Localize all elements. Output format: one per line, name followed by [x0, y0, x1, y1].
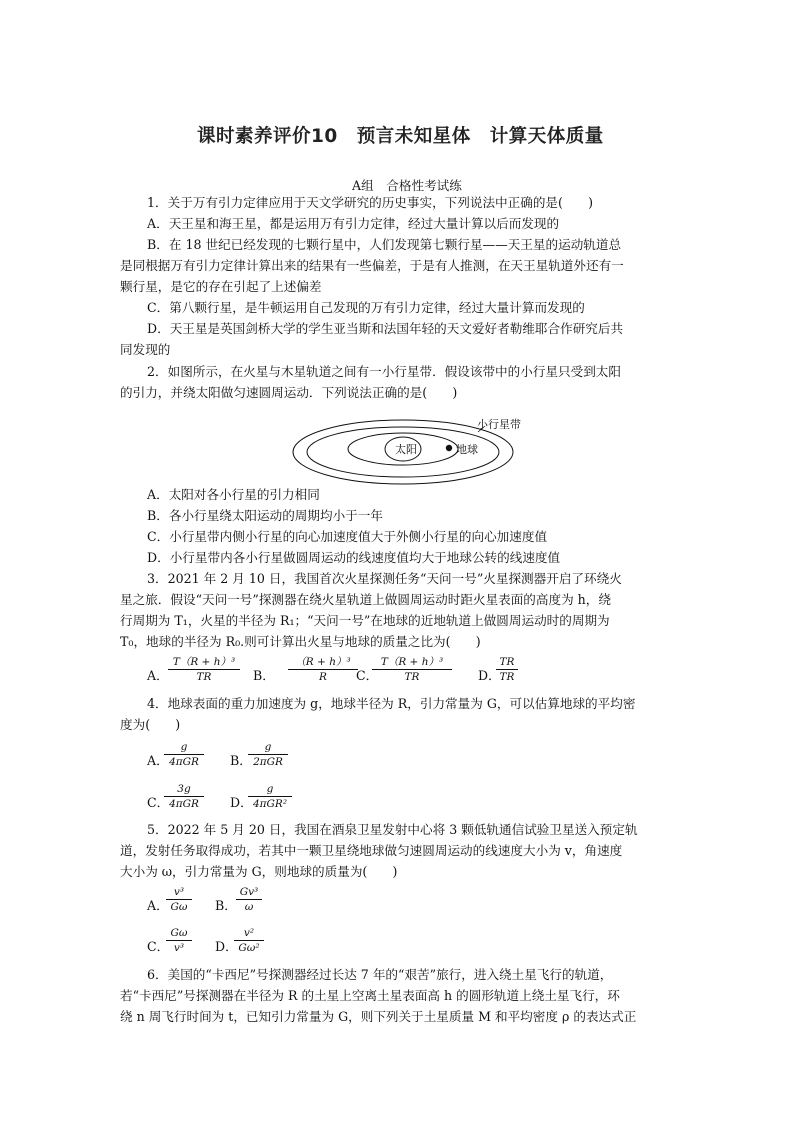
q4-stem: 4．地球表面的重力加速度为 g，地球半径为 R，引力常量为 G，可以估算地球的平均密 — [147, 696, 636, 711]
q1-option-a: A．天王星和海王星，都是运用万有引力定律，经过大量计算以后而发现的 — [147, 216, 560, 231]
q2-option-c: C．小行星带内侧小行星的向心加速度值大于外侧小行星的向心加速度值 — [147, 529, 548, 544]
q3-stem-cont1: 星之旅．假设“天问一号”探测器在绕火星轨道上做圆周运动时距火星表面的高度为 h，绕 — [120, 592, 611, 607]
sun-label: 太阳 — [395, 443, 417, 456]
q5-option-b-label: B． — [215, 898, 237, 913]
q2-stem: 2．如图所示，在火星与木星轨道之间有一小行星带．假设该带中的小行星只受到太阳 — [147, 364, 621, 379]
page-title: 课时素养评价10 预言未知星体 计算天体质量 — [197, 126, 604, 147]
q3-stem-cont3: T₀，地球的半径为 R₀.则可计算出火星与地球的质量之比为( ) — [120, 634, 481, 649]
q4-option-d-fraction: g 4πGR² — [248, 782, 292, 811]
q5-stem-cont1: 道，发射任务取得成功，若其中一颗卫星绕地球做匀速圆周运动的线速度大小为 v，角速度 — [120, 843, 623, 858]
q5-option-d-label: D． — [215, 939, 238, 954]
q3-option-a-fraction: T（R + h）³ TR — [168, 655, 240, 684]
q1-option-d: D．天王星是英国剑桥大学的学生亚当斯和法国年轻的天文爱好者勒维耶合作研究后共 — [147, 321, 624, 336]
q3-option-d-label: D． — [478, 668, 501, 683]
q3-stem-cont2: 行周期为 T₁，火星的半径为 R₁；“天问一号”在地球的近地轨道上做圆周运动时的周期为 — [120, 613, 610, 628]
q2-stem-cont: 的引力，并绕太阳做匀速圆周运动．下列说法正确的是( ) — [120, 385, 458, 400]
q5-option-a-fraction: v³ Gω — [166, 885, 192, 914]
q3-option-a-label: A． — [147, 668, 169, 683]
q3-option-c-fraction: T（R + h）³ TR — [372, 655, 452, 684]
section-heading: A组 合格性考试练 — [352, 178, 462, 193]
q4-option-d-label: D． — [230, 795, 253, 810]
q1-option-d-cont: 同发现的 — [120, 342, 171, 357]
q4-option-c-label: C． — [147, 795, 170, 810]
q3-option-b-label: B． — [253, 668, 275, 683]
q5-stem-cont2: 大小为 ω，引力常量为 G，则地球的质量为( ) — [120, 864, 398, 879]
q4-option-c-fraction: 3g 4πGR — [164, 782, 204, 811]
earth-dot — [446, 445, 452, 451]
q1-option-c: C．第八颗行星，是牛顿运用自己发现的万有引力定律，经过大量计算而发现的 — [147, 300, 585, 315]
q4-option-b-fraction: g 2πGR — [248, 740, 288, 769]
q4-option-a-fraction: g 4πGR — [164, 740, 204, 769]
q3-option-b-fraction: （R + h）³ R — [288, 655, 358, 684]
q6-stem-cont1: 若“卡西尼”号探测器在半径为 R 的土星上空离土星表面高 h 的圆形轨道上绕土星飞行，环 — [120, 988, 620, 1003]
q5-option-b-fraction: Gv³ ω — [236, 885, 262, 914]
q1-option-b-cont: 是同根据万有引力定律计算出来的结果有一些偏差，于是有人推测，在天王星轨道外还有一 — [120, 258, 624, 273]
q2-option-a: A．太阳对各小行星的引力相同 — [147, 487, 320, 502]
belt-label: 小行星带 — [477, 418, 521, 431]
q2-option-d: D．小行星带内各小行星做圆周运动的线速度值均大于地球公转的线速度值 — [147, 550, 561, 565]
q4-stem-cont: 度为( ) — [120, 717, 181, 732]
q1-option-b-cont2: 颗行星，是它的存在引起了上述偏差 — [120, 279, 322, 294]
q5-option-c-label: C． — [147, 939, 170, 954]
earth-label: 地球 — [456, 443, 478, 456]
q5-option-d-fraction: v² Gω² — [234, 926, 264, 955]
q3-option-d-fraction: TR TR — [496, 655, 518, 684]
q5-stem: 5．2022 年 5 月 20 日，我国在酒泉卫星发射中心将 3 颗低轨通信试验卫星送入预定轨 — [147, 822, 638, 837]
q5-option-c-fraction: Gω v³ — [166, 926, 192, 955]
q4-option-a-label: A． — [147, 753, 169, 768]
q6-stem: 6．美国的“卡西尼”号探测器经过长达 7 年的“艰苦”旅行，进入绕土星飞行的轨道， — [147, 967, 613, 982]
q3-stem: 3．2021 年 2 月 10 日，我国首次火星探测任务“天问一号”火星探测器开启了环绕火 — [147, 571, 622, 586]
q2-option-b: B．各小行星绕太阳运动的周期均小于一年 — [147, 508, 383, 523]
q5-option-a-label: A． — [147, 898, 169, 913]
q3-option-c-label: C． — [356, 668, 379, 683]
q1-stem: 1．关于万有引力定律应用于天文学研究的历史事实，下列说法中正确的是( ) — [147, 195, 594, 210]
q6-stem-cont2: 绕 n 周飞行时间为 t，已知引力常量为 G，则下列关于土星质量 M 和平均密度 ρ 的表达式正 — [120, 1009, 637, 1024]
q4-option-b-label: B． — [230, 753, 252, 768]
q1-option-b: B．在 18 世纪已经发现的七颗行星中，人们发现第七颗行星——天王星的运动轨道总 — [147, 237, 622, 252]
